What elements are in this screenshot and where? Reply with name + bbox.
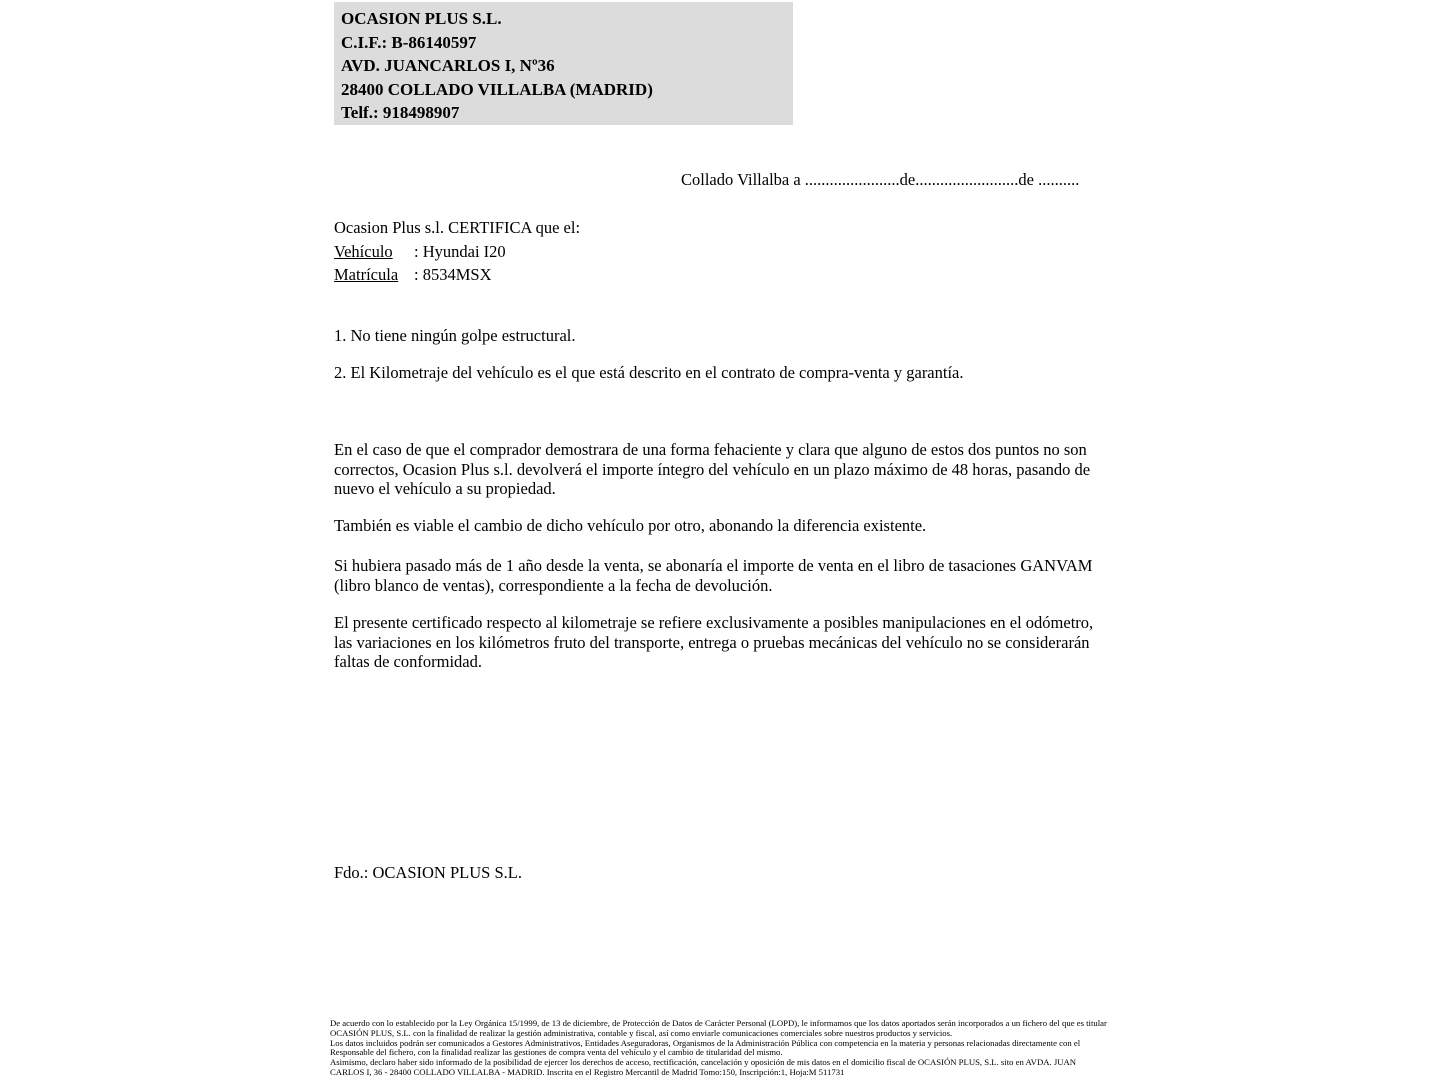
clause-no-structural-damage: 1. No tiene ningún golpe estructural.: [334, 326, 576, 345]
company-address: AVD. JUANCARLOS I, Nº36: [341, 56, 555, 76]
vehicle-value: Hyundai I20: [422, 241, 506, 261]
certification-block: [334, 216, 580, 287]
plate-label: Matrícula: [334, 265, 399, 284]
plate-separator: :: [414, 265, 419, 284]
date-fill-in-line: Collado Villalba a .......................de.........................de ..........: [681, 170, 1080, 189]
legal-footer-line: CARLOS I, 36 - 28400 COLLADO VILLALBA - MADRID. Inscrita en el Registro Mercantil de Madrid Tomo:150, Inscripción:1, Hoja:M 511731: [330, 1066, 845, 1077]
company-cif: C.I.F.: B-86140597: [341, 32, 477, 52]
vehicle-field: [334, 240, 580, 264]
vehicle-label: Vehículo: [334, 241, 393, 261]
vehicle-separator: :: [414, 241, 419, 261]
company-header-box: [334, 2, 793, 125]
legal-footer: [330, 1019, 1140, 1078]
plate-field: [334, 263, 580, 287]
document-content: [330, 0, 1120, 1080]
clause-mileage: 2. El Kilometraje del vehículo es el que está descrito en el contrato de compra-venta y garantía.: [334, 363, 964, 382]
signature-line: Fdo.: OCASION PLUS S.L.: [334, 863, 522, 882]
legal-footer-line: Responsable del fichero, con la finalidad realizar las gestiones de compra venta del vehículo y el cambio de titularidad del mismo.: [330, 1047, 783, 1058]
legal-footer-line: Asimismo, declaro haber sido informado de la posibilidad de ejercer los derechos de acceso, rectificación, cancelación y oposición de mis datos en el domicilio fiscal de OCASIÓN PLUS, S.L. sito en AVDA. JUAN: [330, 1057, 1077, 1068]
company-name: OCASION PLUS S.L.: [341, 9, 502, 28]
legal-footer-line: De acuerdo con lo establecido por la Ley Orgánica 15/1999, de 13 de diciembre, de Protección de Datos de Carácter Personal (LOPD), le informamos que los datos aportados serán incorporados a un fichero del que es titular: [330, 1018, 1107, 1028]
plate-value: 8534MSX: [422, 265, 492, 284]
legal-footer-line: OCASIÓN PLUS, S.L. con la finalidad de realizar la gestión administrativa, contable y fiscal, así como enviarle comunicaciones comerciales sobre nuestros productos y servicios.: [330, 1027, 953, 1038]
paragraph-vehicle-exchange: También es viable el cambio de dicho vehículo por otro, abonando la diferencia existente.: [334, 516, 927, 535]
certification-intro: Ocasion Plus s.l. CERTIFICA que el:: [334, 218, 581, 237]
paragraph-refund-policy: En el caso de que el comprador demostrara de una forma fehaciente y clara que alguno de estos dos puntos no son correctos, Ocasion Plus s.l. devolverá el importe íntegro del vehículo en un plazo máximo de 48 horas, pasando de nuevo el vehículo a su propiedad.: [334, 440, 1091, 499]
company-city: 28400 COLLADO VILLALBA (MADRID): [341, 79, 653, 99]
legal-footer-line: Los datos incluidos podrán ser comunicados a Gestores Administrativos, Entidades Aseguradoras, Organismos de la Administración Pública con competencia en la materia y personas relacionadas directamente con el: [330, 1037, 1081, 1048]
paragraph-ganvam-valuation: Si hubiera pasado más de 1 año desde la venta, se abonaría el importe de venta en el libro de tasaciones GANVAM (libro blanco de ventas), correspondiente a la fecha de devolución.: [334, 556, 1093, 595]
paragraph-odometer-disclaimer: El presente certificado respecto al kilometraje se refiere exclusivamente a posibles manipulaciones en el odómetro, las variaciones en los kilómetros fruto del transporte, entrega o pruebas mecánicas del vehículo no se considerarán faltas de conformidad.: [334, 613, 1094, 672]
company-phone: Telf.: 918498907: [341, 103, 460, 123]
